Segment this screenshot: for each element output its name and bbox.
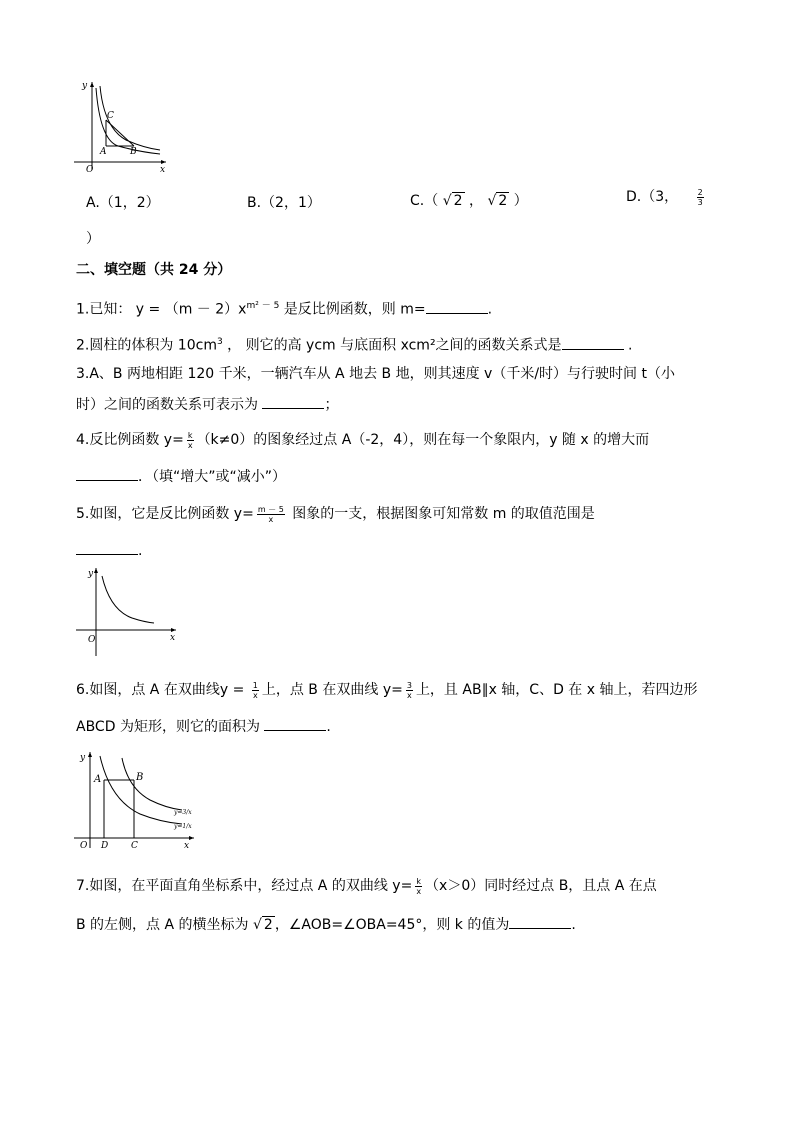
q2-exponent: 3 [216, 337, 223, 347]
q3-line1-text: 3.A、B 两地相距 120 千米，一辆汽车从 A 地去 B 地，则其速度 v（千米/时）与行驶时间 t（小 [76, 366, 675, 382]
choice-b-text: B.（2，1） [247, 195, 321, 211]
sqrt-icon: √ 2 [442, 193, 463, 209]
q2-text: ， 则它的高 ycm 与底面积 xcm²之间的函数关系式是 [222, 337, 562, 354]
q1-prefix: 1.已知： y = （m － 2）x [76, 301, 247, 318]
q7-denominator: x [416, 886, 422, 896]
figure-1-graph [70, 78, 170, 173]
q6-numerator-1: 1 [252, 680, 258, 690]
q4-line2-text: ．（填“增大”或“减小”） [138, 469, 287, 485]
q6-denominator-1: x [252, 690, 258, 700]
q7-blank[interactable] [509, 914, 571, 929]
q4-fraction [187, 431, 194, 450]
fig2-label-y: y [88, 569, 94, 579]
choice-a-text: A.（1，2） [86, 195, 160, 211]
q7-radicand: 2 [263, 917, 273, 933]
fig1-label-origin: O [86, 165, 94, 173]
question-7-line-1 [76, 876, 657, 896]
fig3-label-b: B [136, 772, 144, 783]
q6-text: 上，且 AB∥x 轴，C、D 在 x 轴上，若四边形 [415, 682, 698, 698]
q5-denominator: x [268, 514, 274, 524]
q5-blank[interactable] [76, 540, 138, 555]
question-3-line-1 [76, 364, 675, 384]
fig1-label-b: B [130, 147, 137, 157]
q7-line2-text: ，∠AOB=∠OBA=45°，则 k 的值为 [274, 917, 510, 933]
q3-end: ； [324, 397, 339, 413]
choice-c [410, 190, 528, 210]
q2-prefix: 2.圆柱的体积为 10cm [76, 337, 217, 354]
q5-prefix: 5.如图，它是反比例函数 y= [76, 506, 254, 522]
q3-blank[interactable] [262, 394, 324, 409]
q4-text: （k≠0）的图象经过点 A（-2，4），则在每一个象限内，y 随 x 的增大而 [196, 432, 650, 448]
q1-text: 是反比例函数，则 m= [279, 301, 426, 318]
choice-c-radicand-2: 2 [498, 193, 508, 209]
choice-d-close [86, 228, 100, 248]
question-7-line-2 [76, 914, 576, 935]
fig3-label-d: D [101, 841, 109, 851]
question-6-line-1 [76, 680, 698, 700]
choice-d-close-text: ） [86, 231, 100, 247]
question-5-line-1 [76, 504, 595, 524]
fig3-label-a: A [94, 774, 102, 785]
question-3-line-2 [76, 394, 338, 415]
q7-line2-prefix: B 的左侧，点 A 的横坐标为 [76, 917, 253, 933]
choice-c-suffix: ） [513, 193, 528, 209]
q4-denominator: x [187, 440, 193, 450]
section-title [76, 260, 231, 280]
q6-blank[interactable] [264, 716, 326, 731]
choice-d [626, 186, 707, 207]
q4-numerator: k [187, 430, 193, 440]
sqrt-icon: √ 2 [252, 917, 273, 933]
question-6-line-2 [76, 716, 331, 737]
fig1-label-c: C [107, 111, 114, 121]
q7-end: . [571, 917, 576, 933]
q7-numerator: k [416, 876, 421, 886]
question-5-line-2 [76, 540, 142, 561]
question-2 [76, 332, 632, 356]
choice-b [247, 192, 321, 212]
fig2-label-x: x [170, 633, 176, 643]
fig3-label-c: C [131, 841, 138, 851]
sqrt-icon: √ 2 [487, 193, 508, 209]
choice-c-radicand-1: 2 [453, 193, 463, 209]
q6-fraction-1 [252, 681, 259, 700]
fig3-label-origin: O [80, 841, 88, 851]
q7-text: （x＞0）同时经过点 B，且点 A 在点 [425, 878, 657, 894]
fig3-label-curve-1x: y=1/x [174, 823, 192, 830]
fig1-label-x: x [160, 165, 166, 173]
choice-c-comma: ， [468, 193, 483, 209]
q4-prefix: 4.反比例函数 y= [76, 432, 184, 448]
question-4-line-1 [76, 430, 649, 450]
fig1-label-a: A [100, 147, 107, 157]
choice-d-numerator: 2 [697, 187, 703, 197]
figure-3-graph [70, 748, 210, 856]
q1-end: . [487, 301, 493, 318]
q6-fraction-2 [406, 681, 413, 700]
fig3-label-y: y [80, 753, 86, 763]
q6-numerator-2: 3 [406, 680, 412, 690]
q5-numerator: m － 5 [257, 504, 284, 514]
fig3-label-curve-3x: y=3/x [174, 809, 192, 816]
q6-middle-text: 上，点 B 在双曲线 y= [261, 682, 403, 698]
q7-fraction [415, 877, 422, 896]
q1-blank[interactable] [426, 299, 488, 314]
q6-prefix: 6.如图，点 A 在双曲线y = [76, 682, 249, 698]
q6-end: . [326, 719, 331, 735]
choice-a [86, 192, 160, 212]
q6-line2-text: ABCD 为矩形，则它的面积为 [76, 719, 265, 735]
q2-blank[interactable] [562, 335, 624, 350]
choice-d-fraction [697, 188, 704, 207]
section-title-text: 二、填空题（共 24 分） [76, 262, 232, 278]
fig3-label-x: x [184, 841, 190, 851]
fig1-label-y: y [82, 81, 88, 91]
choice-d-prefix: D.（3， [626, 189, 679, 205]
q1-exponent: m² － 5 [246, 301, 280, 311]
q3-line2-text: 时）之间的函数关系可表示为 [76, 397, 263, 413]
q7-prefix: 7.如图，在平面直角坐标系中，经过点 A 的双曲线 y= [76, 878, 413, 894]
q4-blank[interactable] [76, 466, 138, 481]
q6-denominator-2: x [407, 690, 412, 700]
q5-end: . [138, 543, 143, 559]
q2-end: . [623, 337, 633, 354]
question-1 [76, 296, 492, 320]
figure-2-graph [72, 564, 182, 660]
choice-c-prefix: C.（ [410, 193, 439, 209]
question-4-line-2 [76, 466, 286, 487]
choice-d-denominator: 3 [697, 197, 703, 207]
fig2-label-origin: O [88, 635, 96, 645]
q5-text: 图象的一支，根据图象可知常数 m 的取值范围是 [287, 506, 595, 522]
q5-fraction [257, 505, 285, 524]
